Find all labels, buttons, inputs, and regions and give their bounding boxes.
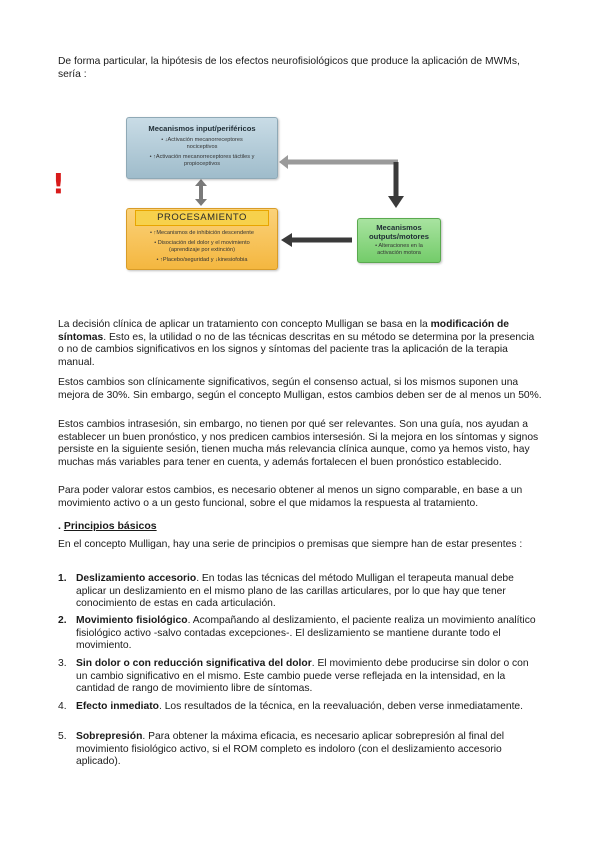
intro-paragraph: De forma particular, la hipótesis de los efectos neurofisiológicos que produce la aplicación de MWMs, sería : [58, 56, 520, 80]
exclamation-icon: ! [52, 167, 65, 200]
input-box-line: • ↓Activación mecanorreceptores [161, 137, 243, 143]
paragraph: Estos cambios intrasesión, sin embargo, no tienen por qué ser relevantes. Son una guía, nos ayudan a establecer un buen pronóstico, y nos predicen cambios intersesión. Si la mejora en los síntomas y signos persiste en la siguiente sesión, tienen mucha más relevancia clínica aunque, como ya hemos visto, hay muchas más variables para tener en cuenta, y además fortalecen el buen pronóstico establecido. [58, 419, 539, 468]
input-box-line: nociceptivos [186, 144, 218, 150]
list-item-body [76, 701, 542, 714]
processing-box-line: • Disociación del dolor y el movimiento [154, 240, 250, 246]
list-item-number: 1. [58, 573, 67, 584]
output-box-line: • Alteraciones en la [375, 243, 423, 249]
list-item-text: . Para obtener la máxima eficacia, es necesario aplicar sobrepresión al final del movimiento fisiológico activo, si el ROM completo es indoloro (con el deslizamiento accesorio aplicado). [76, 731, 505, 768]
list-item-title: Sobrepresión [76, 731, 143, 742]
processing-box-line: (aprendizaje por extinción) [169, 247, 235, 253]
list-item-number: 2. [58, 615, 67, 626]
down-arrow-to-output [388, 162, 404, 208]
output-box-title: outputs/motores [369, 232, 429, 241]
output-mechanisms-box [357, 218, 441, 263]
processing-box-line: • ↑Mecanismos de inhibición descendente [150, 230, 254, 236]
paragraph: Para poder valorar estos cambios, es necesario obtener al menos un signo comparable, en base a un movimiento activo o a un gesto funcional, sobre el que midamos la respuesta al tratamiento. [58, 485, 523, 509]
processing-box-line: • ↑Placebo/seguridad y ↓kinesiofobia [156, 257, 248, 263]
paragraph: Estos cambios son clínicamente significativos, según el consenso actual, si los mismos suponen una mejora de 30%. Sin embargo, según el concepto Mulligan, estos cambios deben ser de al menos un 50%. [58, 377, 542, 401]
list-item-title: Efecto inmediato [76, 701, 159, 712]
list-item-body [76, 615, 542, 653]
processing-box [126, 208, 278, 270]
list-item-title: Movimiento fisiológico [76, 615, 188, 626]
input-box-line: • ↑Activación mecanorreceptores táctiles y [149, 154, 255, 160]
list-item-title: Deslizamiento accesorio [76, 573, 197, 584]
paragraph: En el concepto Mulligan, hay una serie de principios o premisas que siempre han de estar presentes : [58, 539, 523, 550]
list-item-body [76, 573, 542, 611]
list-item-text: . Acompañando al deslizamiento, el paciente realiza un movimiento analítico fisiológico activo -salvo contadas excepciones-. El deslizamiento se mantiene durante todo el movimiento. [76, 615, 536, 652]
output-box-line: activación motora [377, 250, 421, 256]
list-item-number: 3. [58, 658, 67, 669]
vertical-double-arrow [195, 179, 207, 206]
list-item-text: . El movimiento debe producirse sin dolor o con un cambio significativo en el mismo. Este cambio puede verse reflejada en la intensidad, en la cantidad de rango de movimiento libre de síntomas. [76, 658, 529, 695]
input-box-line: propioceptivos [183, 161, 221, 167]
heading-prefix: . [58, 520, 64, 532]
list-item-text: . Los resultados de la técnica, en la reevaluación, deben verse inmediatamente. [158, 701, 524, 712]
heading-text: Principios básicos [63, 520, 157, 532]
list-item-number: 5. [58, 731, 67, 742]
list-item-body [76, 731, 542, 769]
list-item-title: Sin dolor o con reducción significativa del dolor [76, 658, 312, 669]
input-mechanisms-box [126, 117, 278, 179]
paragraph-bold-text: modificación de síntomas [58, 319, 510, 343]
output-box-title: Mecanismos [376, 223, 422, 232]
horizontal-double-arrow [279, 155, 398, 169]
arrow-output-to-processing [281, 233, 352, 247]
list-item-body [76, 658, 542, 696]
list-item-number: 4. [58, 701, 67, 712]
processing-box-title: PROCESAMIENTO [135, 210, 269, 226]
paragraph-text: . Esto es, la utilidad o no de las técnicas descritas en su método se determina por la presencia o no de cambios significativos en los signos y síntomas del paciente tras la aplicación de la terapia manual. [58, 331, 535, 368]
section-heading [58, 520, 157, 532]
input-box-title: Mecanismos input/periféricos [148, 124, 256, 133]
paragraph-text: La decisión clínica de aplicar un tratamiento con concepto Mulligan se basa en la [58, 319, 431, 330]
paragraph [58, 319, 542, 369]
list-item-text: . En todas las técnicas del método Mulligan el terapeuta manual debe aplicar un deslizamiento en el mismo plano de las carillas articulares, por lo que hay que tener conocimiento de estas en cada articulación. [76, 573, 514, 610]
